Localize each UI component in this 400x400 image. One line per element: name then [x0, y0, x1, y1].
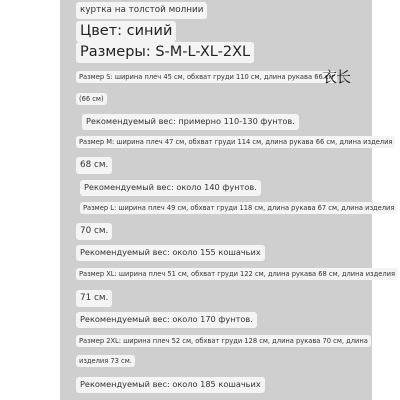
- size-s-weight: Рекомендуемый вес: примерно 110-130 фунтов.: [82, 114, 299, 130]
- size-2xl-weight: Рекомендуемый вес: около 185 кошачьих: [76, 377, 265, 393]
- size-xl-dimensions: Размер XL: ширина плеч 51 см, обхват груди 122 см, длина рукава 68 см, длина изделия: [76, 268, 398, 280]
- size-2xl-dimensions-line-1: Размер 2XL: ширина плеч 52 см, обхват груди 128 см, длина рукава 70 см, длина: [76, 335, 371, 347]
- sizes-line: Размеры: S-M-L-XL-2XL: [76, 42, 254, 63]
- size-m-length: 68 см.: [76, 157, 112, 174]
- stray-glyphs: 衣长: [322, 68, 351, 86]
- size-m-dimensions: Размер M: ширина плеч 47 см, обхват груди 114 см, длина рукава 66 см, длина изделия: [76, 136, 395, 148]
- size-s-length: (66 см): [76, 93, 107, 105]
- content-panel: [60, 0, 395, 400]
- size-xl-length: 71 см.: [76, 290, 112, 307]
- size-l-length: 70 см.: [76, 223, 112, 240]
- size-xl-weight: Рекомендуемый вес: около 170 фунтов.: [76, 312, 257, 328]
- size-l-dimensions: Размер L: ширина плеч 49 см, обхват груди 118 см, длина рукава 67 см, длина изделия: [80, 202, 397, 214]
- size-2xl-dimensions-line-2: изделия 73 см.: [76, 355, 135, 367]
- title-line: куртка на толстой молнии: [76, 2, 207, 19]
- size-m-weight: Рекомендуемый вес: около 140 фунтов.: [80, 180, 261, 196]
- size-s-dimensions: Размер S: ширина плеч 45 см, обхват груди 110 см, длина рукава 66 см: [76, 71, 337, 83]
- color-line: Цвет: синий: [76, 21, 176, 42]
- size-l-weight: Рекомендуемый вес: около 155 кошачьих: [76, 245, 265, 261]
